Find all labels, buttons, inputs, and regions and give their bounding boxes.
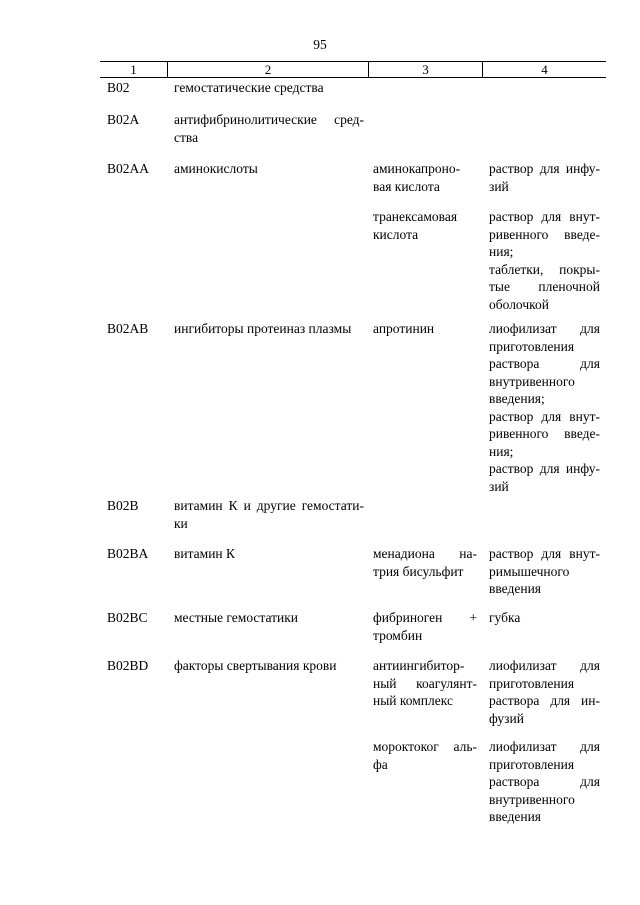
cell-text-line: раствора для xyxy=(489,774,600,789)
cell-text-line: введения xyxy=(489,809,542,824)
atc-code-cell xyxy=(107,320,167,338)
cell-text-line: ния; xyxy=(489,244,514,259)
cell-text-line: антиингибитор- xyxy=(373,658,465,673)
drug-name-cell xyxy=(373,545,477,580)
cell-text-line: местные гемостатики xyxy=(174,610,299,625)
cell-text-line: тромбин xyxy=(373,627,423,643)
cell-text-line: аминокапроно- xyxy=(373,161,461,176)
group-name-cell xyxy=(174,497,364,532)
cell-text-line: римышечного xyxy=(489,563,570,579)
dosage-form-cell xyxy=(489,320,600,495)
table-header xyxy=(100,61,606,78)
cell-text-line: кислота xyxy=(373,226,419,242)
group-name-cell xyxy=(174,160,364,178)
cell-text-line: B02A xyxy=(107,112,140,127)
cell-text-line: витамин К xyxy=(174,546,236,561)
drug-name-cell xyxy=(373,738,477,773)
cell-text-line: факторы свертывания крови xyxy=(174,658,337,673)
cell-text-line: ривенного введе- xyxy=(489,226,600,242)
cell-text-line: апротинин xyxy=(373,321,435,336)
page-number: 95 xyxy=(313,37,327,52)
cell-text-line: B02BC xyxy=(107,610,148,625)
cell-text-line: менадиона на- xyxy=(373,546,477,561)
cell-text-line: раствор для инфу- xyxy=(489,161,600,176)
cell-text-line: внутривенного xyxy=(489,373,575,389)
cell-text-line: таблетки, покры- xyxy=(489,261,600,277)
dosage-form-cell xyxy=(489,160,600,195)
cell-text-line: ривенного введе- xyxy=(489,426,600,441)
cell-text-line: раствор для внут- xyxy=(489,546,600,561)
cell-text-line: приготовления xyxy=(489,675,575,691)
group-name-cell xyxy=(174,111,364,146)
cell-text-line: витамин К и другие гемостати- xyxy=(174,498,364,513)
cell-text-line: введения; xyxy=(489,391,545,406)
cell-text-line: ния; xyxy=(489,443,514,459)
cell-text-line: зий xyxy=(489,478,509,494)
cell-text-line: зий xyxy=(489,178,509,194)
dosage-form-cell xyxy=(489,208,600,313)
dosage-form-cell xyxy=(489,738,600,826)
cell-text-line: фибриноген + xyxy=(373,610,477,625)
atc-code-cell xyxy=(107,609,167,627)
cell-text-line: B02AA xyxy=(107,161,150,176)
cell-text-line: ный комплекс xyxy=(373,693,453,708)
drug-name-cell xyxy=(373,160,477,195)
cell-text-line: лиофилизат для xyxy=(489,658,600,673)
drug-name-cell xyxy=(373,208,477,243)
drug-name-cell xyxy=(373,320,477,338)
header-col-1: 1 xyxy=(130,62,137,77)
drug-name-cell xyxy=(373,657,477,710)
cell-text-line: раствор для инфу- xyxy=(489,461,600,476)
cell-text-line: фа xyxy=(373,756,388,772)
cell-text-line: B02B xyxy=(107,498,139,513)
group-name-cell xyxy=(174,320,364,338)
cell-text-line: губка xyxy=(489,610,521,625)
cell-text-line: лиофилизат для xyxy=(489,739,600,754)
atc-code-cell xyxy=(107,545,167,563)
group-name-cell xyxy=(174,609,364,627)
dosage-form-cell xyxy=(489,609,600,627)
cell-text-line: вая кислота xyxy=(373,178,440,194)
group-name-cell xyxy=(174,657,364,675)
cell-text-line: раствор для внут- xyxy=(489,408,600,424)
group-name-cell xyxy=(174,79,364,97)
cell-text-line: мороктоког аль- xyxy=(373,739,477,754)
cell-text-line: гемостатические средства xyxy=(174,80,324,95)
atc-code-cell xyxy=(107,657,167,675)
atc-code-cell xyxy=(107,111,167,129)
atc-code-cell xyxy=(107,79,167,97)
cell-text-line: трия бисульфит xyxy=(373,563,464,579)
cell-text-line: B02BD xyxy=(107,658,149,673)
cell-text-line: антифибринолитические сред- xyxy=(174,112,364,127)
cell-text-line: приготовления xyxy=(489,756,575,772)
cell-text-line: ки xyxy=(174,515,188,531)
header-col-3: 3 xyxy=(422,62,429,77)
cell-text-line: внутривенного xyxy=(489,791,575,807)
header-col-2: 2 xyxy=(264,62,272,77)
cell-text-line: раствора для xyxy=(489,356,600,371)
dosage-form-cell xyxy=(489,545,600,598)
cell-text-line: транексамовая xyxy=(373,209,458,224)
dosage-form-cell xyxy=(489,657,600,727)
cell-text-line: фузий xyxy=(489,710,524,726)
cell-text-line: лиофилизат для xyxy=(489,321,600,336)
cell-text-line: раствора для ин- xyxy=(489,693,600,708)
cell-text-line: B02 xyxy=(107,80,130,95)
atc-code-cell xyxy=(107,160,167,178)
cell-text-line: ный коагулянт- xyxy=(373,675,477,691)
drug-name-cell xyxy=(373,609,477,644)
group-name-cell xyxy=(174,545,364,563)
header-col-4: 4 xyxy=(541,62,548,77)
atc-code-cell xyxy=(107,497,167,515)
cell-text-line: B02BA xyxy=(107,546,149,561)
cell-text-line: раствор для внут- xyxy=(489,209,600,224)
cell-text-line: тые пленочной xyxy=(489,279,600,294)
cell-text-line: B02AB xyxy=(107,321,149,336)
cell-text-line: аминокислоты xyxy=(174,161,258,176)
cell-text-line: введения xyxy=(489,581,542,596)
cell-text-line: приготовления xyxy=(489,338,575,354)
cell-text-line: оболочкой xyxy=(489,296,549,312)
cell-text-line: ства xyxy=(174,129,199,145)
cell-text-line: ингибиторы протеиназ плазмы xyxy=(174,321,352,336)
